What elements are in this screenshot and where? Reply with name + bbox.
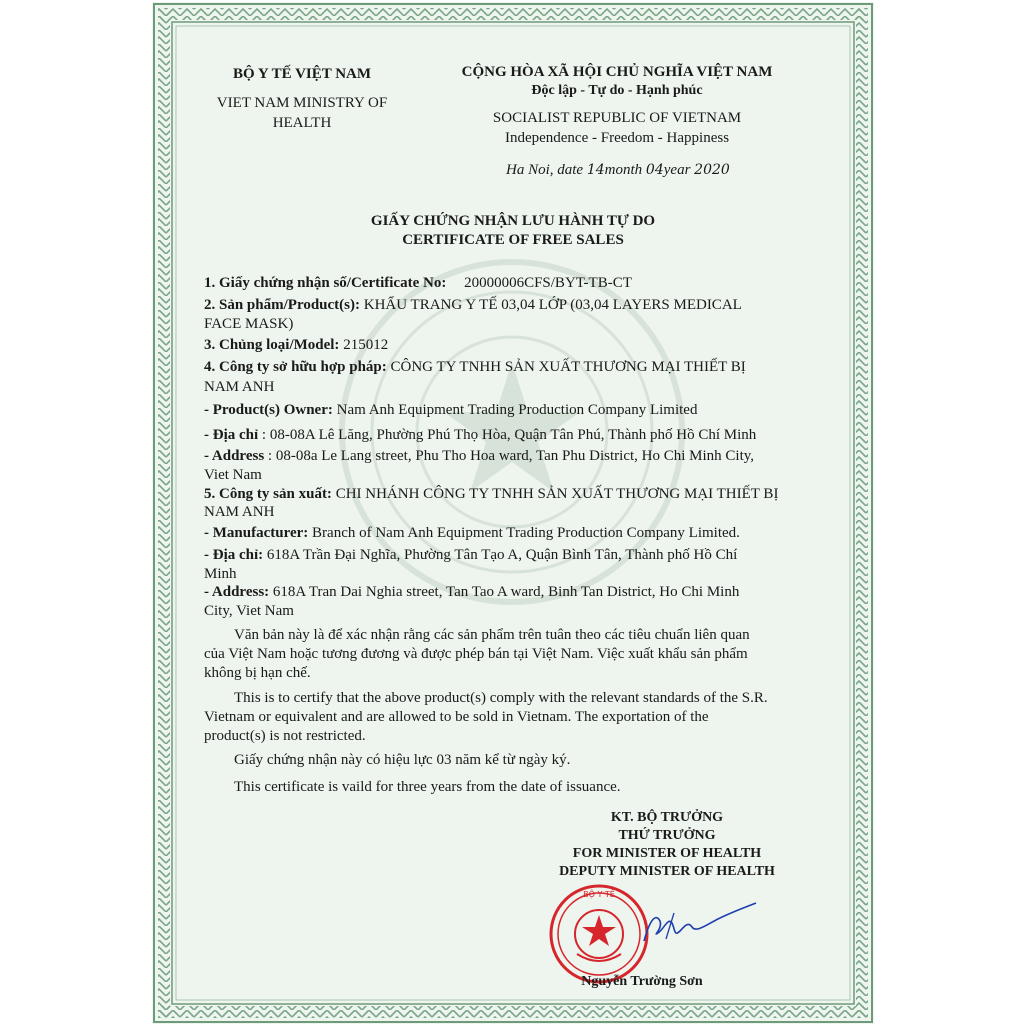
manufacturer-address-en-row (204, 584, 739, 601)
manufacturer-address-en-value-line2: City, Viet Nam (204, 603, 294, 619)
republic-name-vn: CỘNG HÒA XÃ HỘI CHỦ NGHĨA VIỆT NAM (461, 64, 773, 80)
signatory-line1: KT. BỘ TRƯỞNG (610, 810, 724, 825)
owner-address-vn-row (204, 427, 756, 444)
title-en: CERTIFICATE OF FREE SALES (402, 232, 624, 248)
date-year-label: year (663, 162, 691, 178)
date-day: 14 (586, 162, 605, 178)
manufacturer-address-vn-row (204, 547, 737, 564)
validity-vn: Giấy chứng nhận này có hiệu lực 03 năm kể từ ngày ký. (234, 752, 571, 768)
signatory-line3: FOR MINISTER OF HEALTH (572, 846, 762, 861)
title-vn: GIẤY CHỨNG NHẬN LƯU HÀNH TỰ DO (370, 213, 656, 229)
owner-value-line1: CÔNG TY TNHH SẢN XUẤT THƯƠNG MẠI THIẾT BỊ (390, 359, 746, 375)
owner-en-value: Nam Anh Equipment Trading Production Company Limited (336, 402, 698, 418)
date-month-label: month (604, 162, 643, 178)
product-value-line2: FACE MASK) (204, 316, 294, 332)
manufacturer-value-line2: NAM ANH (204, 504, 275, 520)
statement-en-line2: Vietnam or equivalent and are allowed to be sold in Vietnam. The exportation of the (204, 709, 709, 725)
issue-date (506, 162, 730, 179)
republic-name-en: SOCIALIST REPUBLIC OF VIETNAM (492, 110, 742, 126)
signatory-line2: THỨ TRƯỞNG (618, 828, 716, 843)
owner-address-en-value-line1: : 08-08a Le Lang street, Phu Tho Hoa ward, Tan Phu District, Ho Chi Minh City, (267, 448, 755, 464)
signatory-name: Nguyễn Trường Sơn (581, 974, 703, 989)
product-value-line1: KHẨU TRANG Y TẾ 03,04 LỚP (03,04 LAYERS MEDICAL (363, 297, 742, 313)
statement-en-line1: This is to certify that the above product(s) comply with the relevant standards of the S.R. (234, 690, 768, 706)
owner-value-line2: NAM ANH (204, 379, 275, 395)
statement-vn-line3: không bị hạn chế. (204, 665, 311, 681)
product-label: 2. Sản phẩm/Product(s): (204, 297, 360, 313)
motto-en: Independence - Freedom - Happiness (504, 130, 730, 146)
handwritten-signature-icon (622, 899, 762, 949)
date-year: 2020 (694, 162, 730, 178)
owner-address-vn-label: - Địa chỉ (204, 427, 259, 443)
ministry-name-vn: BỘ Y TẾ VIỆT NAM (232, 66, 372, 82)
owner-address-en-row (204, 448, 754, 465)
certificate-number-row (204, 275, 632, 292)
manufacturer-en-label: - Manufacturer: (204, 525, 309, 541)
manufacturer-row (204, 486, 778, 503)
manufacturer-address-en-value-line1: 618A Tran Dai Nghia street, Tan Tao A ward, Binh Tan District, Ho Chi Minh (272, 584, 740, 600)
statement-vn-line1: Văn bản này là để xác nhận rằng các sản phẩm trên tuân theo các tiêu chuẩn liên quan (234, 627, 750, 643)
manufacturer-label: 5. Công ty sản xuất: (204, 486, 332, 502)
owner-address-en-value-line2: Viet Nam (204, 467, 262, 483)
statement-vn-line2: của Việt Nam hoặc tương đương và được phép bán tại Việt Nam. Việc xuất khẩu sản phẩm (204, 646, 748, 662)
manufacturer-en-value: Branch of Nam Anh Equipment Trading Production Company Limited. (312, 525, 740, 541)
validity-en: This certificate is vaild for three years from the date of issuance. (234, 779, 621, 795)
owner-en-row (204, 402, 697, 419)
manufacturer-address-vn-label: - Địa chỉ: (204, 547, 264, 563)
date-month: 04 (645, 162, 664, 178)
manufacturer-address-vn-value-line1: 618A Trần Đại Nghĩa, Phường Tân Tạo A, Quận Bình Tân, Thành phố Hồ Chí (266, 547, 738, 563)
manufacturer-value-line1: CHI NHÁNH CÔNG TY TNHH SẢN XUẤT THƯƠNG MẠI THIẾT BỊ (335, 486, 779, 502)
certificate-paper (152, 2, 874, 1024)
product-row (204, 297, 742, 314)
certificate-number-value: 20000006CFS/BYT-TB-CT (464, 275, 632, 291)
manufacturer-address-vn-value-line2: Minh (204, 566, 237, 582)
owner-row (204, 359, 746, 376)
certificate-number-label: 1. Giấy chứng nhận số/Certificate No: (204, 275, 447, 291)
signatory-line4: DEPUTY MINISTER OF HEALTH (559, 864, 775, 879)
seal-text: BỘ Y TẾ (583, 890, 615, 899)
owner-address-vn-value: : 08-08A Lê Lăng, Phường Phú Thọ Hòa, Quận Tân Phú, Thành phố Hồ Chí Minh (261, 427, 757, 443)
model-row (204, 337, 388, 354)
model-label: 3. Chủng loại/Model: (204, 337, 340, 353)
ministry-name-en-line2: HEALTH (272, 115, 332, 131)
model-value: 215012 (343, 337, 389, 353)
owner-address-en-label: - Address (204, 448, 265, 464)
statement-en-line3: product(s) is not restricted. (204, 728, 366, 744)
manufacturer-en-row (204, 525, 740, 542)
owner-label: 4. Công ty sở hữu hợp pháp: (204, 359, 387, 375)
date-prefix: Ha Noi, date (506, 162, 584, 178)
owner-en-label: - Product(s) Owner: (204, 402, 333, 418)
motto-vn: Độc lập - Tự do - Hạnh phúc (531, 83, 703, 98)
ministry-name-en-line1: VIET NAM MINISTRY OF (216, 95, 388, 111)
manufacturer-address-en-label: - Address: (204, 584, 270, 600)
